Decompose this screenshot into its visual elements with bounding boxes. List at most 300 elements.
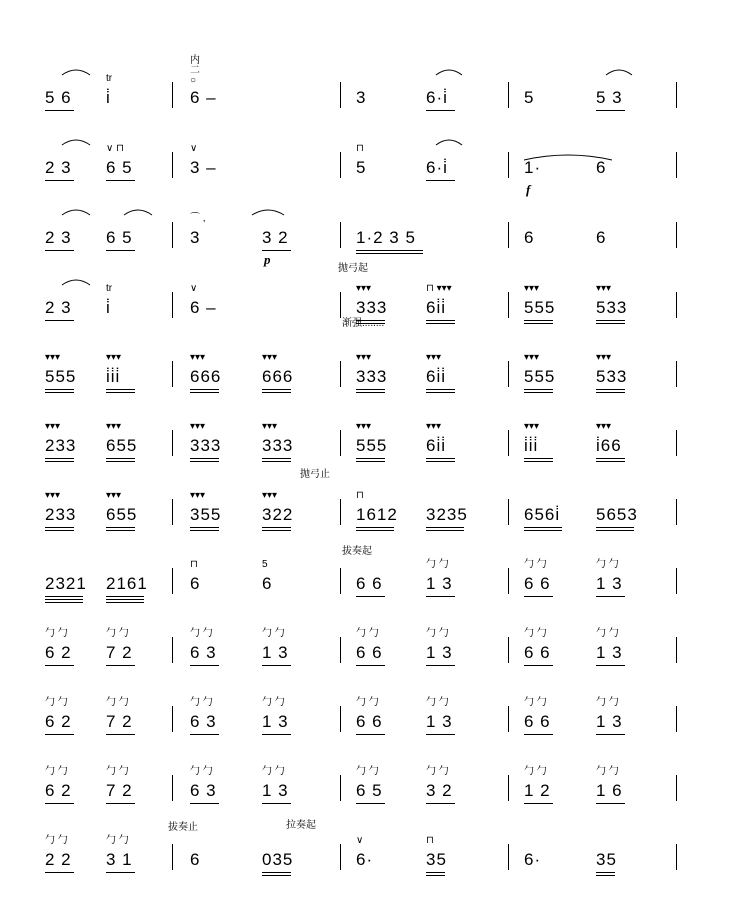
articulation-mark: 勹 勹	[356, 628, 379, 639]
articulation-mark: 勹 勹	[262, 766, 285, 777]
note-group: 1·	[524, 158, 542, 177]
note-group: 1 3	[262, 781, 289, 800]
rhythm-underline	[262, 250, 291, 251]
rhythm-underline	[596, 527, 634, 528]
note-group: 6 6	[524, 574, 551, 593]
barline	[340, 222, 341, 248]
rhythm-underline	[596, 596, 625, 597]
barline	[340, 82, 341, 108]
rhythm-underline	[106, 389, 135, 390]
note-group: 6 2	[45, 643, 72, 662]
articulation-mark: 勹 勹	[262, 628, 285, 639]
rhythm-underline	[106, 180, 135, 181]
note-group: 333	[262, 436, 294, 455]
note-group: 6	[190, 574, 201, 593]
rhythm-underline	[524, 530, 562, 531]
articulation-mark: ∨	[190, 143, 198, 154]
note-group: 6 3	[190, 643, 217, 662]
barline	[676, 568, 677, 594]
rhythm-underline	[426, 320, 455, 321]
note-group: 333	[356, 367, 388, 386]
articulation-mark: ▾▾▾	[356, 421, 372, 432]
rhythm-underline	[262, 458, 291, 459]
articulation-mark: 勹 勹	[190, 697, 213, 708]
note-group: 2321	[45, 574, 87, 593]
rhythm-underline	[356, 392, 385, 393]
articulation-mark: ▾▾▾	[356, 352, 372, 363]
barline	[676, 152, 677, 178]
rhythm-underline	[524, 458, 553, 459]
note-group: 6	[596, 228, 607, 247]
rhythm-underline	[262, 734, 291, 735]
rhythm-underline	[356, 250, 423, 251]
note-group: 6 2	[45, 712, 72, 731]
rhythm-underline	[190, 803, 219, 804]
note-group: 6 5	[106, 228, 133, 247]
note-group: 6	[190, 850, 201, 869]
score-line	[0, 617, 731, 687]
barline	[172, 152, 173, 178]
barline	[676, 222, 677, 248]
note-group: 533	[596, 367, 628, 386]
note-group: 2 3	[45, 298, 72, 317]
rhythm-underline	[45, 872, 74, 873]
note-group: 7 2	[106, 643, 133, 662]
articulation-mark: ▾▾▾	[524, 421, 540, 432]
note-group: 6·i̇	[426, 88, 448, 107]
rhythm-underline	[45, 530, 74, 531]
rhythm-underline	[45, 527, 74, 528]
note-group: 1·2 3 5	[356, 228, 416, 247]
barline	[340, 844, 341, 870]
note-group: 1 2	[524, 781, 551, 800]
rhythm-underline	[190, 461, 219, 462]
note-group: 2 3	[45, 228, 72, 247]
rhythm-underline	[524, 734, 553, 735]
articulation-mark: 勹 勹	[524, 766, 547, 777]
note-group: 6 5	[356, 781, 383, 800]
articulation-mark: ▾▾▾	[426, 421, 442, 432]
note-group: 6 6	[356, 643, 383, 662]
rhythm-underline	[596, 389, 625, 390]
note-group: 1 3	[426, 574, 453, 593]
barline	[508, 292, 509, 318]
barline	[508, 222, 509, 248]
rhythm-underline	[426, 110, 455, 111]
rhythm-underline	[596, 803, 625, 804]
barline	[340, 430, 341, 456]
articulation-mark: ⊓	[190, 559, 198, 570]
note-group: 322	[262, 505, 294, 524]
rhythm-underline	[426, 527, 464, 528]
articulation-mark: 勹 勹	[45, 697, 68, 708]
rhythm-underline	[190, 389, 219, 390]
rhythm-underline	[524, 320, 553, 321]
articulation-mark: ▾▾▾	[45, 421, 61, 432]
rhythm-underline	[262, 392, 291, 393]
note-group: 555	[45, 367, 77, 386]
barline	[172, 844, 173, 870]
rhythm-underline	[426, 323, 455, 324]
note-group: 655	[106, 436, 138, 455]
rhythm-underline	[106, 596, 144, 597]
articulation-mark: 勹 勹	[45, 628, 68, 639]
rhythm-underline	[596, 875, 615, 876]
rhythm-underline	[426, 734, 455, 735]
rhythm-underline	[524, 527, 562, 528]
rhythm-underline	[596, 323, 625, 324]
articulation-mark: ▾▾▾	[426, 352, 442, 363]
note-group: 2 3	[45, 158, 72, 177]
articulation-mark: 勹 勹	[45, 835, 68, 846]
barline	[340, 361, 341, 387]
note-group: 35	[426, 850, 447, 869]
rhythm-underline	[45, 458, 74, 459]
articulation-mark: ⊓ ▾▾▾	[426, 283, 452, 294]
note-group: 1 3	[426, 643, 453, 662]
dynamic-mark: p	[264, 252, 271, 267]
barline	[172, 82, 173, 108]
rhythm-underline	[262, 665, 291, 666]
annotation-lazou-qi: 拉奏起	[286, 820, 316, 831]
barline	[508, 775, 509, 801]
rhythm-underline	[106, 734, 135, 735]
note-group: 6 3	[190, 712, 217, 731]
note-group: 6 6	[524, 643, 551, 662]
rhythm-underline	[426, 530, 464, 531]
articulation-mark: ▾▾▾	[106, 421, 122, 432]
barline	[676, 292, 677, 318]
rhythm-underline	[356, 530, 394, 531]
rhythm-underline	[190, 665, 219, 666]
barline	[676, 82, 677, 108]
rhythm-underline	[45, 803, 74, 804]
note-group: i̇	[106, 298, 111, 317]
barline	[340, 152, 341, 178]
rhythm-underline	[426, 803, 455, 804]
rhythm-underline	[426, 461, 455, 462]
rhythm-underline	[45, 389, 74, 390]
score-line	[0, 272, 731, 342]
rhythm-underline	[356, 253, 423, 254]
rhythm-underline	[45, 734, 74, 735]
articulation-mark: 5	[262, 559, 268, 570]
rhythm-underline	[45, 599, 83, 600]
note-group: 1 3	[262, 643, 289, 662]
annotation-bozou-qi: 拔奏起	[342, 546, 372, 557]
articulation-mark: ▾▾▾	[190, 421, 206, 432]
note-group: 1612	[356, 505, 398, 524]
note-group: 233	[45, 436, 77, 455]
rhythm-underline	[356, 461, 385, 462]
note-group: 5 3	[596, 88, 623, 107]
barline	[340, 775, 341, 801]
note-group: 6 6	[356, 574, 383, 593]
articulation-mark: 勹 勹	[596, 766, 619, 777]
rhythm-underline	[356, 665, 385, 666]
note-group: 1 3	[262, 712, 289, 731]
articulation-mark: 勹 勹	[106, 628, 129, 639]
rhythm-underline	[524, 461, 553, 462]
articulation-mark: ▾▾▾	[596, 421, 612, 432]
barline	[172, 222, 173, 248]
note-group: 666	[190, 367, 222, 386]
score-line	[0, 202, 731, 272]
articulation-mark: 勹 勹	[45, 766, 68, 777]
score-line	[0, 55, 731, 132]
rhythm-underline	[356, 458, 385, 459]
note-group: i̇	[106, 88, 111, 107]
annotation-jianqiang: 渐强........	[342, 318, 385, 329]
note-group: 5	[356, 158, 367, 177]
barline	[172, 430, 173, 456]
barline	[172, 706, 173, 732]
note-group: 3	[356, 88, 367, 107]
articulation-mark: 勹 勹	[524, 697, 547, 708]
note-group: 3 2	[262, 228, 289, 247]
barline	[508, 430, 509, 456]
note-group: 6	[596, 158, 607, 177]
articulation-mark: ∨ ⊓	[106, 143, 124, 154]
rhythm-underline	[45, 110, 74, 111]
note-group: 656i̇	[524, 505, 561, 524]
articulation-mark: ⌒ ,	[190, 213, 206, 224]
barline	[340, 706, 341, 732]
articulation-mark: 勹 勹	[190, 628, 213, 639]
articulation-mark: ▾▾▾	[190, 490, 206, 501]
articulation-mark: 勹 勹	[356, 766, 379, 777]
articulation-mark: 勹 勹	[596, 628, 619, 639]
barline	[676, 430, 677, 456]
note-group: 3 2	[426, 781, 453, 800]
note-group: 6i̇i̇	[426, 298, 447, 317]
rhythm-underline	[596, 110, 625, 111]
articulation-mark: ∨	[356, 835, 364, 846]
note-group: 6 –	[190, 88, 217, 107]
rhythm-underline	[524, 596, 553, 597]
dynamic-mark: f	[526, 182, 531, 197]
note-group: 6i̇i̇	[426, 367, 447, 386]
rhythm-underline	[106, 602, 144, 603]
rhythm-underline	[106, 599, 144, 600]
rhythm-underline	[596, 392, 625, 393]
note-group: 1 6	[596, 781, 623, 800]
rhythm-underline	[426, 872, 445, 873]
articulation-mark: tr	[106, 283, 113, 294]
rhythm-underline	[45, 665, 74, 666]
rhythm-underline	[356, 527, 394, 528]
rhythm-underline	[524, 389, 553, 390]
barline	[508, 844, 509, 870]
barline	[508, 361, 509, 387]
barline	[172, 292, 173, 318]
note-group: 1 3	[596, 574, 623, 593]
score-line	[0, 824, 731, 894]
rhythm-underline	[426, 180, 455, 181]
articulation-mark: 勹 勹	[190, 766, 213, 777]
articulation-mark: 勹 勹	[356, 697, 379, 708]
annotation-paogong-qi: 抛弓起	[338, 263, 368, 274]
score-line	[0, 132, 731, 202]
rhythm-underline	[596, 458, 625, 459]
rhythm-underline	[45, 320, 74, 321]
note-group: 6i̇i̇	[426, 436, 447, 455]
note-group: 2 2	[45, 850, 72, 869]
articulation-mark: ∨	[190, 283, 198, 294]
articulation-mark: ▾▾▾	[524, 283, 540, 294]
rhythm-underline	[426, 458, 455, 459]
barline	[172, 499, 173, 525]
articulation-mark: 勹 勹	[262, 697, 285, 708]
articulation-mark: ⊓	[356, 143, 364, 154]
articulation-mark: 勹 勹	[524, 559, 547, 570]
articulation-mark: ▾▾▾	[262, 352, 278, 363]
rhythm-underline	[45, 392, 74, 393]
note-group: 7 2	[106, 712, 133, 731]
rhythm-underline	[524, 392, 553, 393]
note-group: 355	[190, 505, 222, 524]
rhythm-underline	[190, 458, 219, 459]
note-group: 6·	[356, 850, 374, 869]
rhythm-underline	[190, 734, 219, 735]
barline	[508, 706, 509, 732]
score-line	[0, 686, 731, 756]
barline	[340, 568, 341, 594]
rhythm-underline	[356, 596, 385, 597]
barline	[340, 499, 341, 525]
note-group: 6 3	[190, 781, 217, 800]
rhythm-underline	[190, 530, 219, 531]
articulation-mark: ▾▾▾	[106, 490, 122, 501]
score-line	[0, 341, 731, 411]
rhythm-underline	[45, 602, 83, 603]
note-group: 6·	[524, 850, 542, 869]
barline	[172, 775, 173, 801]
score-line	[0, 410, 731, 480]
rhythm-underline	[356, 734, 385, 735]
note-group: 6 6	[524, 712, 551, 731]
articulation-mark: ▾▾▾	[45, 352, 61, 363]
articulation-mark: 勹 勹	[106, 835, 129, 846]
rhythm-underline	[106, 250, 135, 251]
note-group: 3 1	[106, 850, 133, 869]
rhythm-underline	[106, 872, 135, 873]
note-group: 6	[262, 574, 273, 593]
articulation-mark: ⊓	[426, 835, 434, 846]
annotation-paogong-zhi: 抛弓止	[300, 469, 330, 480]
articulation-mark: 勹 勹	[426, 697, 449, 708]
articulation-mark: ▾▾▾	[190, 352, 206, 363]
rhythm-underline	[426, 665, 455, 666]
rhythm-underline	[106, 530, 135, 531]
articulation-mark: ⊓	[356, 490, 364, 501]
articulation-mark: 勹 勹	[596, 697, 619, 708]
articulation-mark: ▾▾▾	[596, 352, 612, 363]
note-group: 555	[356, 436, 388, 455]
barline	[340, 292, 341, 318]
note-group: 333	[356, 298, 388, 317]
rhythm-underline	[426, 392, 455, 393]
barline	[172, 568, 173, 594]
note-group: 1 3	[596, 712, 623, 731]
rhythm-underline	[596, 872, 615, 873]
barline	[676, 361, 677, 387]
note-group: 6·i̇	[426, 158, 448, 177]
articulation-mark: 勹 勹	[596, 559, 619, 570]
note-group: 533	[596, 298, 628, 317]
rhythm-underline	[596, 734, 625, 735]
note-group: 555	[524, 367, 556, 386]
rhythm-underline	[45, 250, 74, 251]
note-group: 666	[262, 367, 294, 386]
barline	[172, 637, 173, 663]
note-group: 6	[524, 228, 535, 247]
note-group: 333	[190, 436, 222, 455]
note-group: 233	[45, 505, 77, 524]
articulation-mark: 勹 勹	[426, 559, 449, 570]
note-group: 035	[262, 850, 294, 869]
barline	[340, 637, 341, 663]
rhythm-underline	[596, 461, 625, 462]
note-group: 2161	[106, 574, 148, 593]
barline	[676, 637, 677, 663]
rhythm-underline	[262, 530, 291, 531]
note-group: i̇i̇i̇	[106, 367, 121, 386]
rhythm-underline	[596, 665, 625, 666]
rhythm-underline	[45, 461, 74, 462]
barline	[508, 637, 509, 663]
rhythm-underline	[106, 665, 135, 666]
rhythm-underline	[106, 803, 135, 804]
articulation-mark: ▾▾▾	[524, 352, 540, 363]
articulation-mark: 勹 勹	[524, 628, 547, 639]
barline	[676, 844, 677, 870]
score-line	[0, 755, 731, 825]
note-group: 3	[190, 228, 201, 247]
rhythm-underline	[356, 320, 385, 321]
rhythm-underline	[262, 803, 291, 804]
rhythm-underline	[524, 665, 553, 666]
rhythm-underline	[262, 389, 291, 390]
note-group: 3235	[426, 505, 468, 524]
note-group: 5	[524, 88, 535, 107]
rhythm-underline	[190, 392, 219, 393]
score-line	[0, 548, 731, 618]
annotation-bozou-zhi: 拔奏止	[168, 822, 198, 833]
articulation-mark: 勹 勹	[426, 766, 449, 777]
rhythm-underline	[262, 461, 291, 462]
articulation-mark: 内 二 ○	[190, 55, 200, 86]
note-group: 655	[106, 505, 138, 524]
rhythm-underline	[262, 872, 291, 873]
note-group: 6 6	[356, 712, 383, 731]
note-group: i̇i̇i̇	[524, 436, 539, 455]
articulation-mark: 勹 勹	[426, 628, 449, 639]
articulation-mark: ▾▾▾	[106, 352, 122, 363]
articulation-mark: 勹 勹	[106, 697, 129, 708]
barline	[676, 775, 677, 801]
note-group: 6 –	[190, 298, 217, 317]
rhythm-underline	[524, 803, 553, 804]
rhythm-underline	[106, 392, 135, 393]
rhythm-underline	[190, 527, 219, 528]
articulation-mark: ▾▾▾	[262, 421, 278, 432]
barline	[676, 706, 677, 732]
barline	[172, 361, 173, 387]
note-group: 555	[524, 298, 556, 317]
barline	[508, 82, 509, 108]
rhythm-underline	[106, 461, 135, 462]
